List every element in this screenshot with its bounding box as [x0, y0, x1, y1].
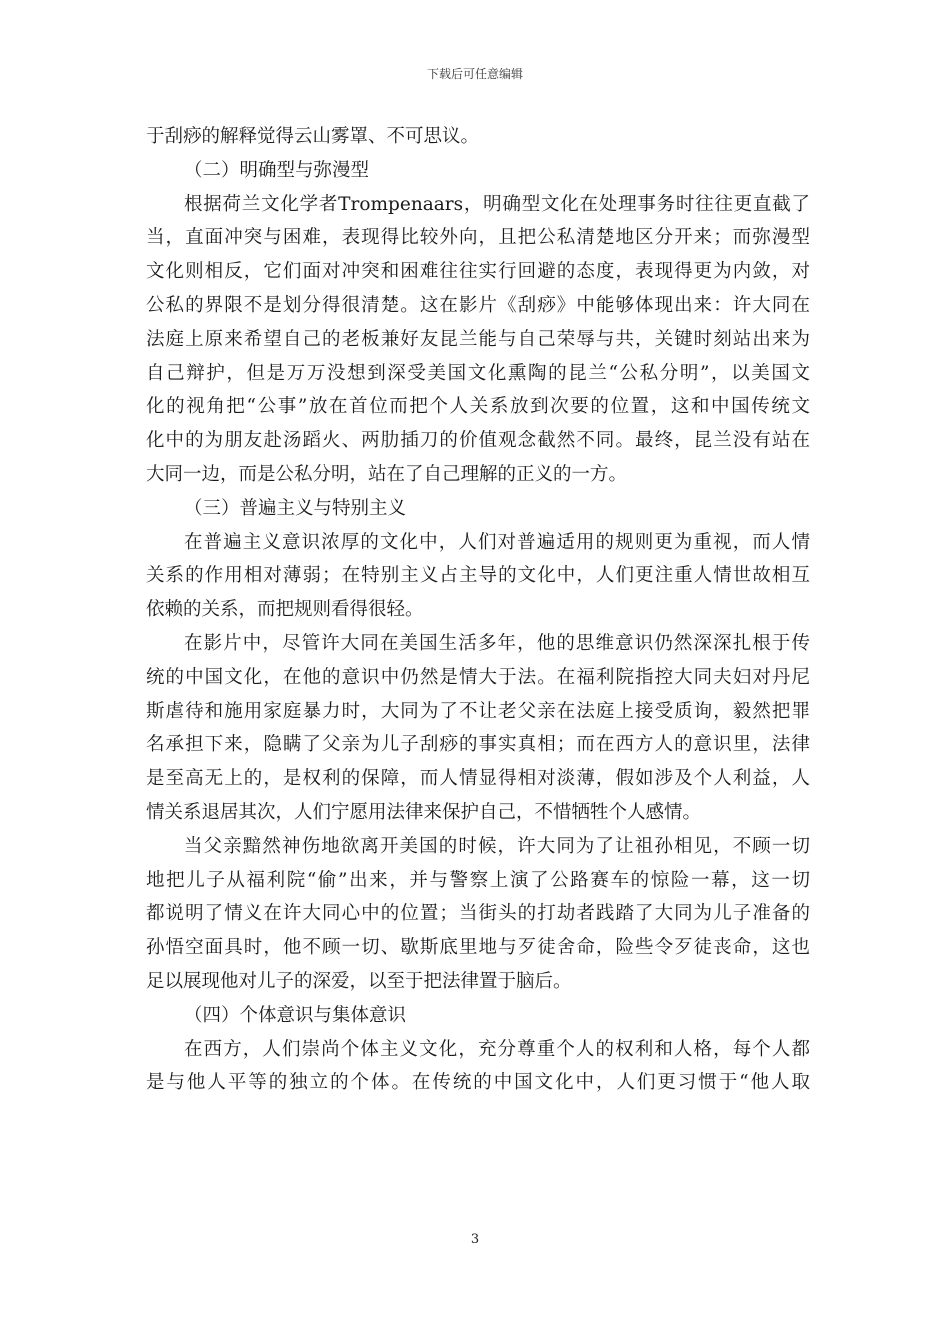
- section-heading: （二）明确型与弥漫型: [184, 159, 370, 181]
- text-line: 自己辩护，但是万万没想到深受美国文化熏陶的昆兰“公私分明”，以美国文: [146, 362, 810, 384]
- text-line: 法庭上原来希望自己的老板兼好友昆兰能与自己荣辱与共，关键时刻站出来为: [146, 328, 810, 350]
- text-line: 公私的界限不是划分得很清楚。这在影片《刮痧》中能够体现出来：许大同在: [146, 294, 810, 316]
- text-line: 根据荷兰文化学者Trompenaars，明确型文化在处理事务时往往更直截了: [184, 193, 810, 215]
- text-line: 当父亲黯然神伤地欲离开美国的时候，许大同为了让祖孙相见，不顾一切: [184, 835, 810, 857]
- text-line: 是至高无上的，是权利的保障，而人情显得相对淡薄，假如涉及个人利益，人: [146, 768, 810, 790]
- text-line: 足以展现他对儿子的深爱，以至于把法律置于脑后。: [146, 970, 572, 992]
- text-line: 当，直面冲突与困难，表现得比较外向，且把公私清楚地区分开来；而弥漫型: [146, 227, 810, 249]
- text-line: 关系的作用相对薄弱；在特别主义占主导的文化中，人们更注重人情世故相互: [146, 565, 810, 587]
- text-line: 是与他人平等的独立的个体。在传统的中国文化中，人们更习惯于“他人取: [146, 1072, 810, 1094]
- text-line: 化的视角把“公事”放在首位而把个人关系放到次要的位置，这和中国传统文: [146, 396, 810, 418]
- text-line: 名承担下来，隐瞒了父亲为儿子刮痧的事实真相；而在西方人的意识里，法律: [146, 734, 810, 756]
- page-number: 3: [470, 1232, 480, 1247]
- text-line: 斯虐待和施用家庭暴力时，大同为了不让老父亲在法庭上接受质询，毅然把罪: [146, 700, 810, 722]
- document-body: [146, 120, 810, 1100]
- section-heading: （四）个体意识与集体意识: [184, 1004, 407, 1026]
- text-line: 化中的为朋友赴汤蹈火、两肋插刀的价值观念截然不同。最终，昆兰没有站在: [146, 430, 810, 452]
- text-line: 在西方，人们崇尚个体主义文化，充分尊重个人的权利和人格，每个人都: [184, 1038, 810, 1060]
- text-line: 于刮痧的解释觉得云山雾罩、不可思议。: [146, 126, 480, 147]
- text-line: 都说明了情义在许大同心中的位置；当街头的打劫者践踏了大同为儿子准备的: [146, 903, 810, 925]
- text-line: 在普遍主义意识浓厚的文化中，人们对普遍适用的规则更为重视，而人情: [184, 531, 810, 553]
- text-line: 文化则相反，它们面对冲突和困难往往实行回避的态度，表现得更为内敛，对: [146, 261, 810, 283]
- text-line: 统的中国文化，在他的意识中仍然是情大于法。在福利院指控大同夫妇对丹尼: [146, 666, 810, 688]
- text-line: 孙悟空面具时，他不顾一切、歇斯底里地与歹徒舍命，险些令歹徒丧命，这也: [146, 937, 810, 959]
- text-line: 依赖的关系，而把规则看得很轻。: [146, 599, 424, 621]
- section-heading: （三）普遍主义与特别主义: [184, 497, 407, 519]
- text-line: 在影片中，尽管许大同在美国生活多年，他的思维意识仍然深深扎根于传: [184, 632, 810, 654]
- text-line: 地把儿子从福利院“偷”出来，并与警察上演了公路赛车的惊险一幕，这一切: [146, 869, 810, 891]
- text-line: 情关系退居其次，人们宁愿用法律来保护自己，不惜牺牲个人感情。: [146, 801, 702, 823]
- page-header: 下载后可任意编辑: [426, 67, 523, 81]
- text-line: 大同一边，而是公私分明，站在了自己理解的正义的一方。: [146, 463, 628, 485]
